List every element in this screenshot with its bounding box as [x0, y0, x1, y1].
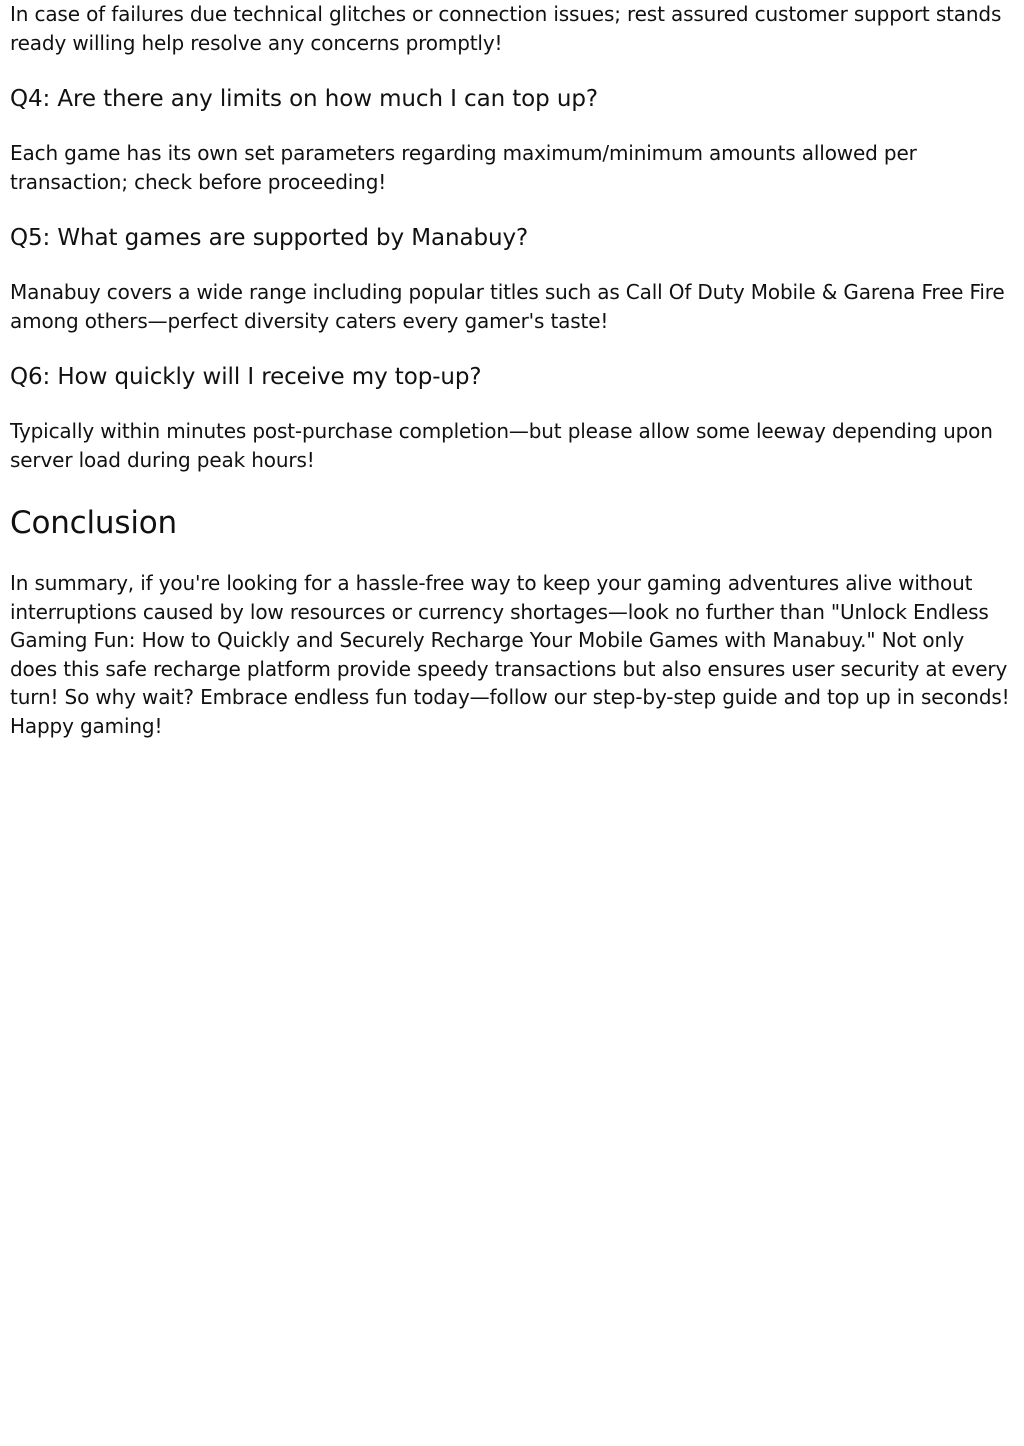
- conclusion-paragraph: In summary, if you're looking for a hassle-free way to keep your gaming adventures alive without interruptions caused by low resources or currency shortages—look no further than "Unlock Endless Gaming Fun: How to Quickly and Securely Recharge Your Mobile Games with Manabuy." Not only does this safe recharge platform provide speedy transactions but also ensures user security at every turn! So why wait? Embrace endless fun today—follow our step-by-step guide and top up in seconds! Happy gaming!: [10, 571, 1010, 738]
- conclusion-heading: Conclusion: [10, 505, 177, 541]
- faq-answer-q6: Typically within minutes post-purchase completion—but please allow some leeway depending upon server load during peak hours!: [10, 419, 993, 472]
- faq-question-q6: Q6: How quickly will I receive my top-up?: [10, 364, 482, 390]
- faq-question-q4: Q4: Are there any limits on how much I can top up?: [10, 86, 598, 112]
- faq-answer-q4: Each game has its own set parameters regarding maximum/minimum amounts allowed per transaction; check before proceeding!: [10, 141, 917, 194]
- faq-question-q5: Q5: What games are supported by Manabuy?: [10, 225, 529, 251]
- intro-paragraph: In case of failures due technical glitches or connection issues; rest assured customer support stands ready willing help resolve any concerns promptly!: [10, 2, 1002, 55]
- faq-answer-q5: Manabuy covers a wide range including popular titles such as Call Of Duty Mobile & Garena Free Fire among others—perfect diversity caters every gamer's taste!: [10, 280, 1005, 333]
